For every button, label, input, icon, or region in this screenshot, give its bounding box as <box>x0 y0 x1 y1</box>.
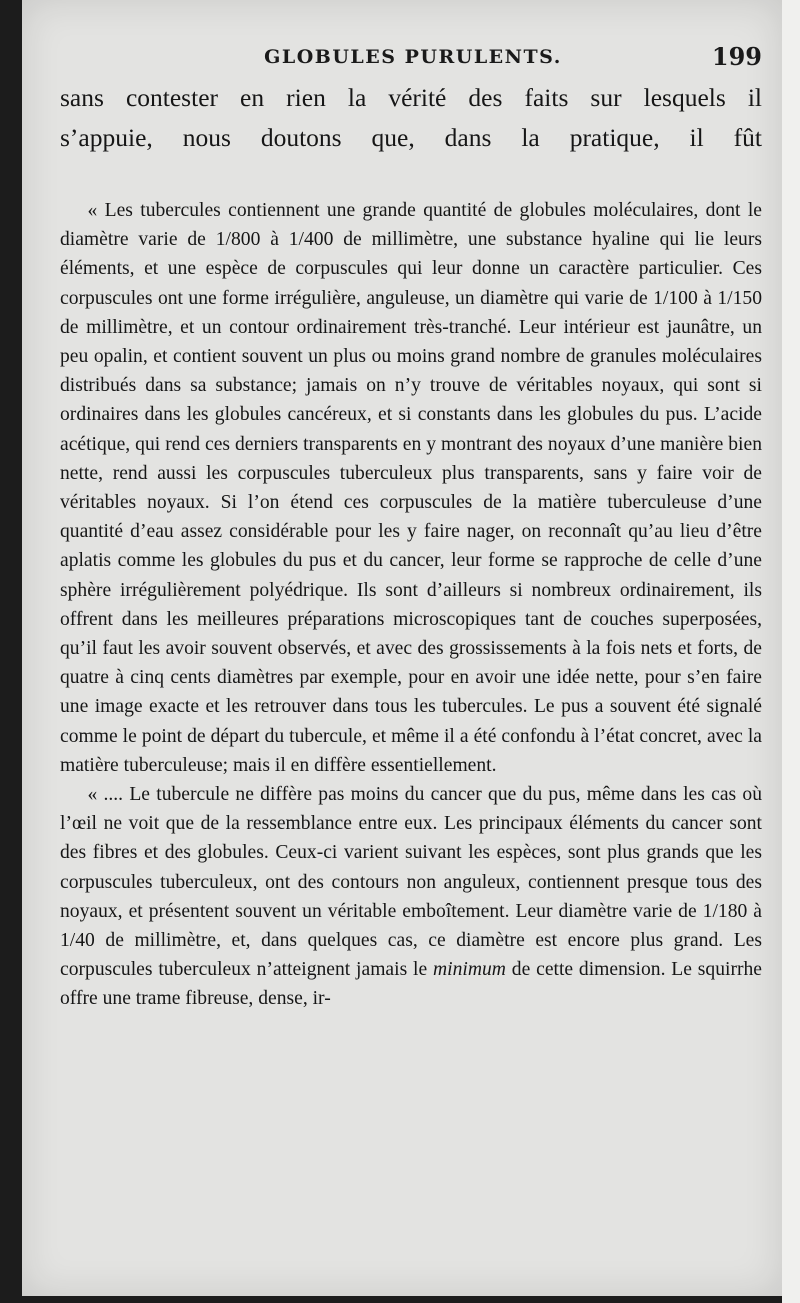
section-gap <box>60 158 762 196</box>
paragraph-2-text-b: de cette dimension. Le squirrhe offre une trame fibreuse, dense, ir- <box>60 959 762 1010</box>
intro-text <box>60 78 762 158</box>
page-header <box>58 42 768 76</box>
page-number: 199 <box>711 42 762 71</box>
italic-term: minimum <box>433 959 506 981</box>
book-page <box>22 0 782 1296</box>
paragraph-2-text-a: « .... Le tubercule ne diffère pas moins du cancer que du pus, même dans les cas où l’œil ne voit que de la ressemblance entre eux. Les principaux éléments du cancer sont des fibres et des globules. Ceux-ci varient suivant les espèces, sont plus grands que les corpuscules tuberculeux, ont des contours non anguleux, contiennent presque tous des noyaux, et présentent souvent un véritable emboîtement. Leur diamètre varie de 1/180 à 1/40 de millimètre, et, dans quelques cas, ce diamètre est encore plus grand. Les corpuscules tuberculeux n’atteignent jamais le <box>60 784 762 981</box>
body-text <box>60 78 762 1014</box>
running-title: GLOBULES PURULENTS. <box>264 46 562 68</box>
page-edge <box>782 0 800 1303</box>
intro-line-1: sans contester en rien la vérité des faits sur lesquels il <box>60 83 762 112</box>
intro-line-2: s’appuie, nous doutons que, dans la pratique, il fût <box>60 123 762 152</box>
quote-paragraph-1: « Les tubercules contiennent une grande quantité de globules moléculaires, dont le diamètre varie de 1/800 à 1/400 de millimètre, une substance hyaline qui lie leurs éléments, et une espèce de corpuscules qui leur donne un caractère particulier. Ces corpuscules ont une forme irrégulière, anguleuse, un diamètre qui varie de 1/100 à 1/150 de millimètre, et un contour ordinairement très-tranché. Leur intérieur est jaunâtre, un peu opalin, et contient souvent un plus ou moins grand nombre de granules moléculaires distribués dans sa substance; jamais on n’y trouve de véritables noyaux, qui sont si ordinaires dans les globules cancéreux, et si constants dans les globules du pus. L’acide acétique, qui rend ces derniers transparents en y montrant des noyaux d’une manière bien nette, rend aussi les corpuscules tuberculeux plus transparents, sans y faire voir de véritables noyaux. Si l’on étend ces corpuscules de la matière tuberculeuse d’une quantité d’eau assez considérable pour les y faire nager, on reconnaît qu’au lieu d’être aplatis comme les globules du pus et du cancer, leur forme se rapproche de celle d’une sphère irrégulièrement polyédrique. Ils sont d’ailleurs si nombreux ordinairement, ils offrent dans les meilleures préparations microscopiques tant de couches superposées, qu’il faut les avoir souvent observés, et avec des grossissements à la fois nets et forts, de quatre à cinq cents diamètres par exemple, pour en avoir une idée nette, pour s’en faire une image exacte et les retrouver dans tous les tubercules. Le pus a souvent été signalé comme le point de départ du tubercule, et même il a été confondu à l’état concret, avec la matière tuberculeuse; mais il en diffère essentiellement. <box>60 200 762 776</box>
quote-paragraph-2 <box>60 780 762 1014</box>
